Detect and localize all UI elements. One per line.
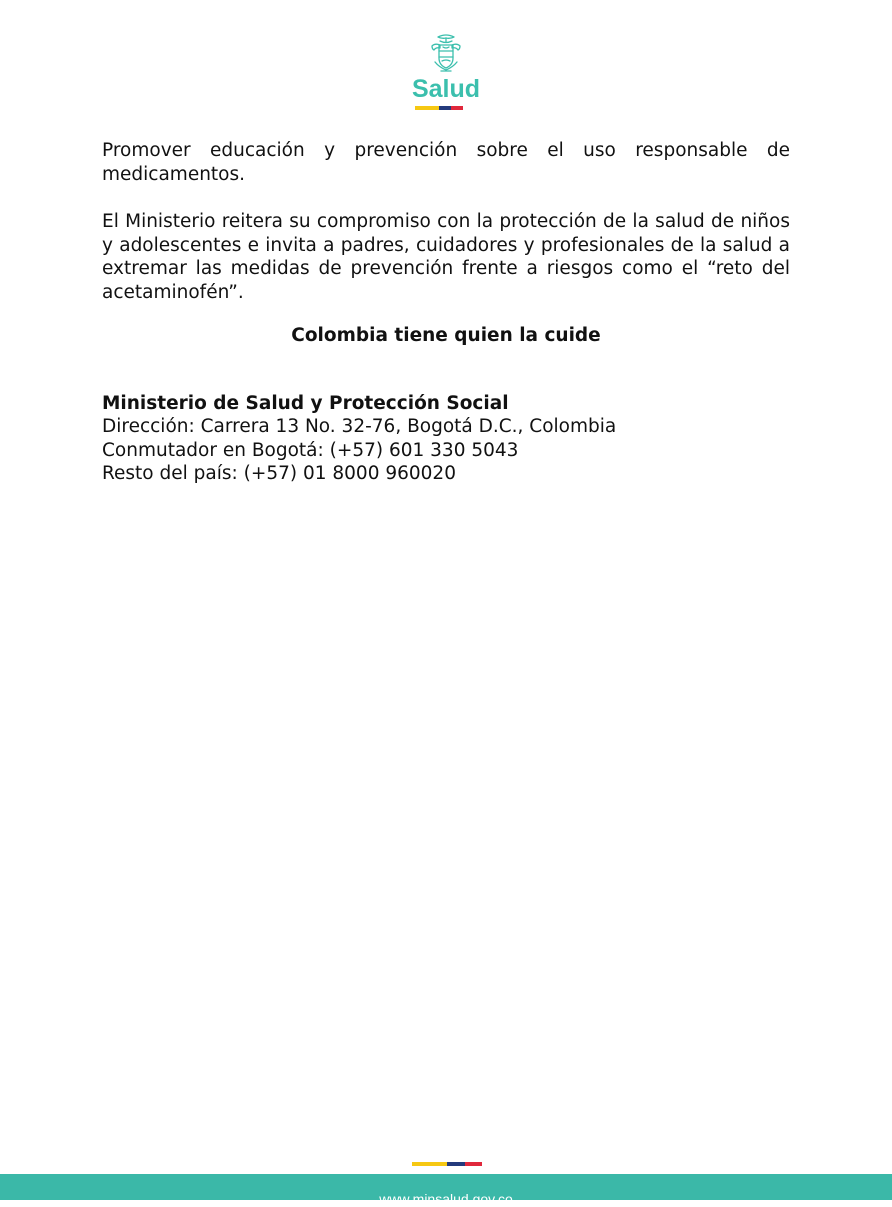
logo-text: Salud (411, 75, 481, 103)
contact-phone-bogota: Conmutador en Bogotá: (+57) 601 330 5043 (102, 439, 519, 461)
salud-logo (405, 34, 487, 114)
contact-address: Dirección: Carrera 13 No. 32-76, Bogotá D.C., Colombia (102, 416, 617, 437)
contact-phone-country: Resto del país: (+57) 01 8000 960020 (102, 463, 456, 484)
body-paragraph: El Ministerio reitera su compromiso con la protección de la salud de niños y adolescentes e invita a padres, cuidadores y profesionales de la salud a extremar las medidas de prevención frente a riesgos como el “reto del acetaminofén”. (102, 211, 790, 303)
document-body (102, 139, 790, 486)
slogan: Colombia tiene quien la cuide (291, 325, 601, 346)
coat-of-arms-icon (429, 34, 463, 74)
footer (0, 1174, 892, 1207)
contact-title: Ministerio de Salud y Protección Social (102, 392, 509, 414)
logo-flag-bar (415, 106, 463, 110)
footer-url-link[interactable]: www.minsalud.gov.co (379, 1191, 513, 1207)
contact-block (102, 392, 790, 486)
footer-flag-bar (412, 1162, 482, 1166)
body-paragraph: Promover educación y prevención sobre el uso responsable de medicamentos. (102, 140, 790, 185)
